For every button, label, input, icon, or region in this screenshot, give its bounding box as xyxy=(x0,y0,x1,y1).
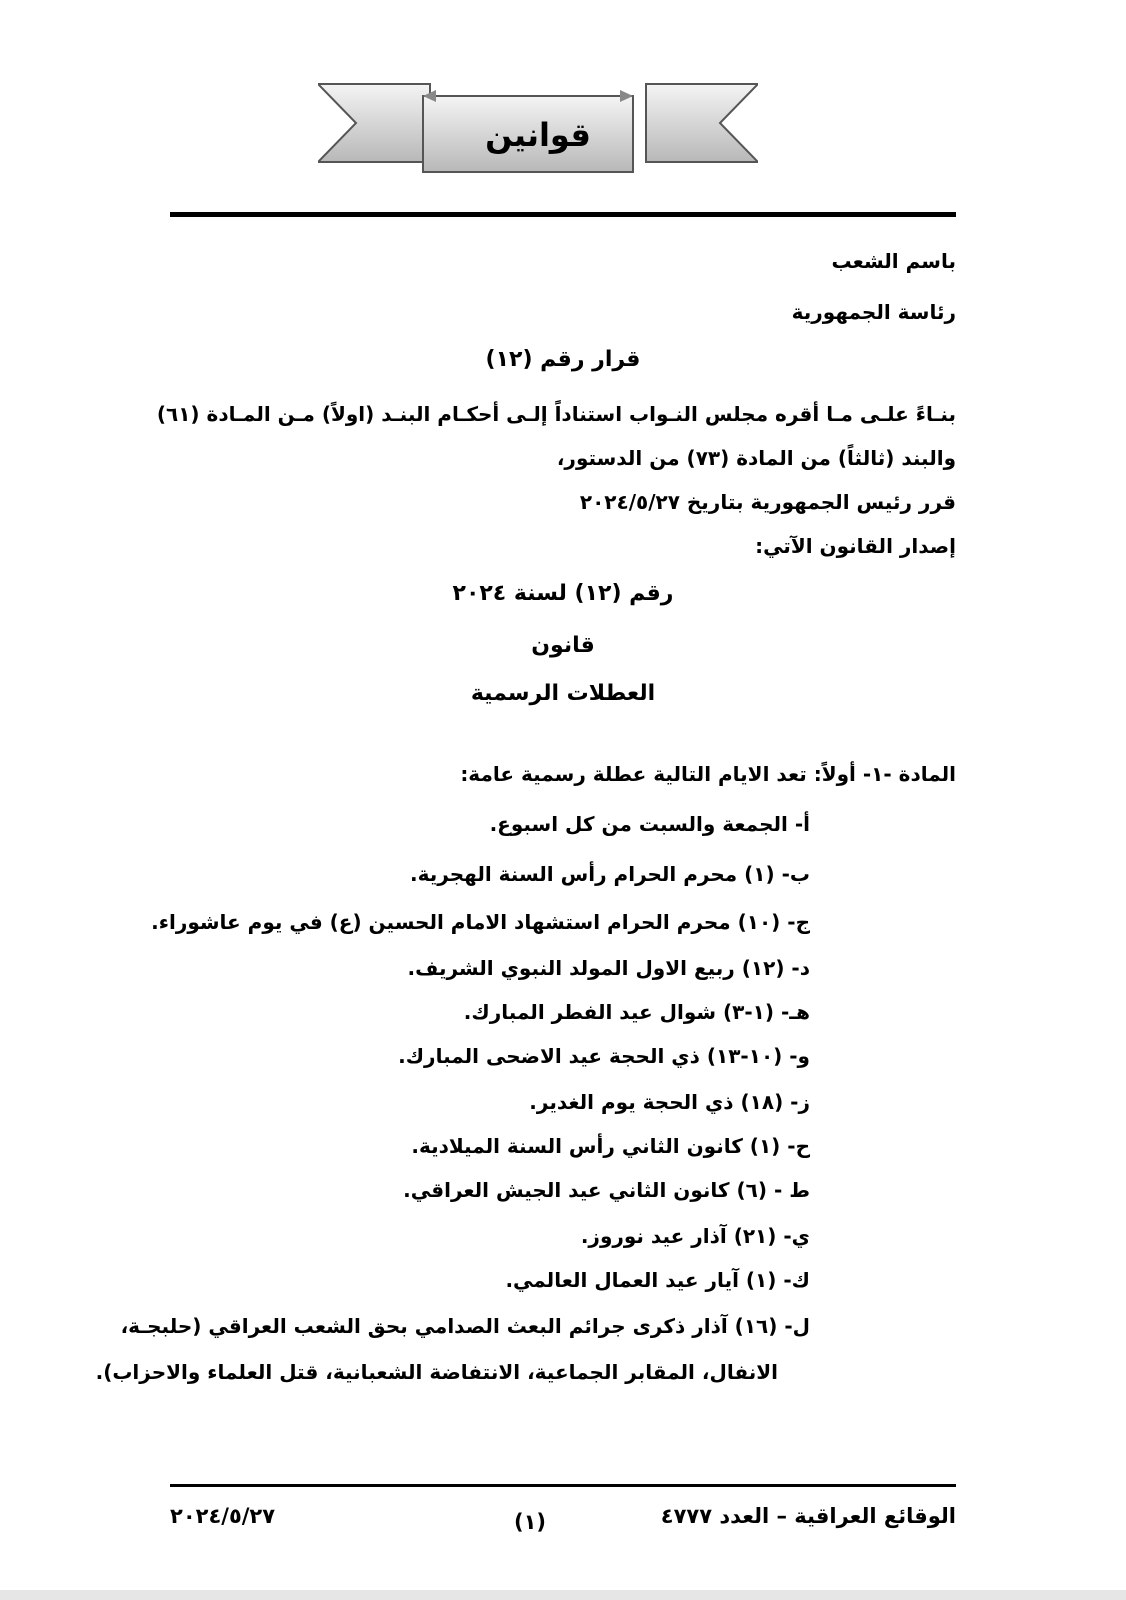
list-item: ج- (١٠) محرم الحرام استشهاد الامام الحسين (ع) في يوم عاشوراء. xyxy=(151,910,810,934)
list-item: ز- (١٨) ذي الحجة يوم الغدير. xyxy=(529,1090,810,1114)
list-item: ل- (١٦) آذار ذكرى جرائم البعث الصدامي بحق الشعب العراقي (حلبجـة، xyxy=(120,1314,810,1338)
ribbon-right-tail xyxy=(646,84,758,162)
list-item: د- (١٢) ربيع الاول المولد النبوي الشريف. xyxy=(407,956,810,980)
law-label: قانون xyxy=(531,633,595,658)
preamble-line-4: إصدار القانون الآتي: xyxy=(755,534,956,558)
list-item: ي- (٢١) آذار عيد نوروز. xyxy=(580,1224,810,1248)
ribbon-left-tail xyxy=(318,84,430,162)
list-item: ك- (١) آيار عيد العمال العالمي. xyxy=(505,1268,810,1292)
presidency-heading: رئاسة الجمهورية xyxy=(791,300,956,324)
section-title: قوانين xyxy=(485,116,591,154)
list-item: هـ- (١-٣) شوال عيد الفطر المبارك. xyxy=(463,1000,810,1024)
article-heading: المادة -١- أولاً: تعد الايام التالية عطلة رسمية عامة: xyxy=(460,762,956,786)
in-name-of-people: باسم الشعب xyxy=(831,249,956,273)
header-rule xyxy=(170,212,956,217)
preamble-line-3: قرر رئيس الجمهورية بتاريخ ٢٠٢٤/٥/٢٧ xyxy=(579,490,956,514)
list-item: و- (١٠-١٣) ذي الحجة عيد الاضحى المبارك. xyxy=(398,1044,810,1068)
preamble-line-1: بنـاءً علـى مـا أقره مجلس النـواب استناداً إلـى أحكـام البنـد (اولاً) مـن المـادة (٦١) xyxy=(156,402,956,426)
footer-rule xyxy=(170,1484,956,1487)
list-item: ط - (٦) كانون الثاني عيد الجيش العراقي. xyxy=(403,1178,810,1202)
list-item: ب- (١) محرم الحرام رأس السنة الهجرية. xyxy=(410,862,810,886)
list-item: ح- (١) كانون الثاني رأس السنة الميلادية. xyxy=(411,1134,810,1158)
list-item-continuation: الانفال، المقابر الجماعية، الانتفاضة الشعبانية، قتل العلماء والاحزاب). xyxy=(95,1360,778,1384)
footer-publication: الوقائع العراقية – العدد ٤٧٧٧ xyxy=(660,1504,956,1528)
scan-edge xyxy=(0,1590,1126,1600)
footer-page-number: (١) xyxy=(513,1510,547,1534)
law-number: رقم (١٢) لسنة ٢٠٢٤ xyxy=(452,581,674,606)
decision-number: قرار رقم (١٢) xyxy=(485,347,641,372)
footer-date: ٢٠٢٤/٥/٢٧ xyxy=(170,1504,276,1528)
list-item: أ- الجمعة والسبت من كل اسبوع. xyxy=(489,812,810,836)
preamble-line-2: والبند (ثالثاً) من المادة (٧٣) من الدستور، xyxy=(556,446,956,470)
law-title: العطلات الرسمية xyxy=(470,681,656,706)
